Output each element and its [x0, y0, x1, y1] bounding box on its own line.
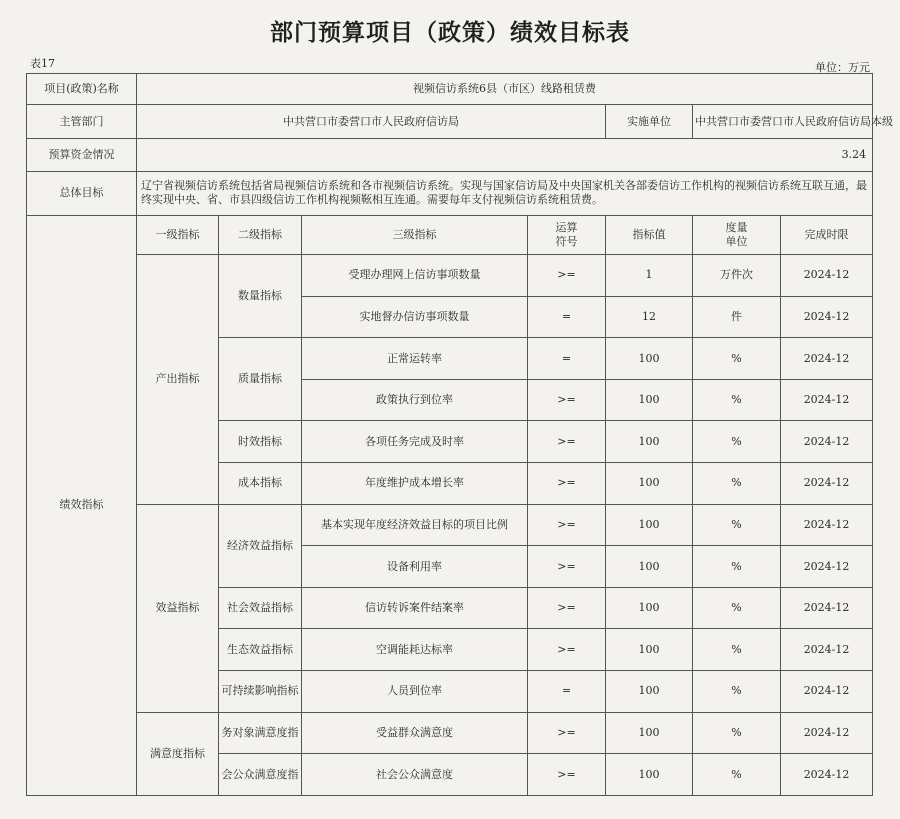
unit-cell: %	[693, 587, 781, 629]
deadline-cell: 2024-12	[781, 421, 873, 463]
target-value-cell: 1	[606, 254, 693, 296]
level3-indicator: 人员到位率	[302, 671, 528, 713]
perf-header-row	[27, 215, 873, 254]
level2-indicator: 数量指标	[219, 254, 302, 337]
level2-indicator: 时效指标	[219, 421, 302, 463]
unit-cell: %	[693, 421, 781, 463]
deadline-cell: 2024-12	[781, 296, 873, 338]
unit-cell: 件	[693, 296, 781, 338]
col-level2: 二级指标	[219, 215, 302, 254]
unit-cell: %	[693, 338, 781, 380]
level2-indicator: 成本指标	[219, 462, 302, 504]
indicator-row	[27, 254, 873, 296]
operator-cell: >=	[528, 712, 606, 754]
deadline-cell: 2024-12	[781, 712, 873, 754]
table-number: 表17	[30, 57, 55, 70]
level3-indicator: 正常运转率	[302, 338, 528, 380]
deadline-cell: 2024-12	[781, 338, 873, 380]
goal-label: 总体目标	[27, 171, 137, 215]
dept-label: 主管部门	[27, 105, 137, 139]
unit-cell: %	[693, 629, 781, 671]
deadline-cell: 2024-12	[781, 587, 873, 629]
department-row	[27, 105, 873, 139]
indicator-row	[27, 504, 873, 546]
budget-value: 3.24	[137, 139, 873, 171]
level2-indicator: 社会效益指标	[219, 587, 302, 629]
level3-indicator: 政策执行到位率	[302, 379, 528, 421]
operator-cell: >=	[528, 629, 606, 671]
target-value-cell: 100	[606, 671, 693, 713]
level1-indicator: 效益指标	[137, 504, 219, 712]
unit-label: 单位：万元	[815, 61, 870, 74]
unit-cell: %	[693, 462, 781, 504]
deadline-cell: 2024-12	[781, 546, 873, 588]
deadline-cell: 2024-12	[781, 629, 873, 671]
indicator-row	[27, 712, 873, 754]
level3-indicator: 受理办理网上信访事项数量	[302, 254, 528, 296]
operator-cell: >=	[528, 587, 606, 629]
operator-cell: =	[528, 338, 606, 380]
level2-indicator: 质量指标	[219, 338, 302, 421]
target-value-cell: 100	[606, 587, 693, 629]
col-unit: 度量 单位	[693, 215, 781, 254]
deadline-cell: 2024-12	[781, 254, 873, 296]
level3-indicator: 基本实现年度经济效益目标的项目比例	[302, 504, 528, 546]
target-value-cell: 100	[606, 504, 693, 546]
target-value-cell: 100	[606, 754, 693, 796]
deadline-cell: 2024-12	[781, 504, 873, 546]
operator-cell: >=	[528, 421, 606, 463]
col-level1: 一级指标	[137, 215, 219, 254]
col-value: 指标值	[606, 215, 693, 254]
budget-label: 预算资金情况	[27, 139, 137, 171]
col-deadline: 完成时限	[781, 215, 873, 254]
level2-indicator: 可持续影响指标	[219, 671, 302, 713]
unit-cell: %	[693, 546, 781, 588]
level1-indicator: 满意度指标	[137, 712, 219, 795]
operator-cell: >=	[528, 546, 606, 588]
level2-indicator: 生态效益指标	[219, 629, 302, 671]
target-value-cell: 100	[606, 712, 693, 754]
dept-value: 中共营口市委营口市人民政府信访局	[137, 105, 606, 139]
perf-label: 绩效指标	[27, 215, 137, 795]
page-title: 部门预算项目（政策）绩效目标表	[270, 19, 630, 46]
level3-indicator: 设备利用率	[302, 546, 528, 588]
unit-cell: %	[693, 754, 781, 796]
operator-cell: >=	[528, 754, 606, 796]
deadline-cell: 2024-12	[781, 754, 873, 796]
level3-indicator: 社会公众满意度	[302, 754, 528, 796]
operator-cell: =	[528, 296, 606, 338]
unit-cell: %	[693, 712, 781, 754]
level3-indicator: 实地督办信访事项数量	[302, 296, 528, 338]
goal-text: 辽宁省视频信访系统包括省局视频信访系统和各市视频信访系统。实现与国家信访局及中央国家机关各部委信访工作机构的视频信访系统互联互通，最终实现中央、省、市县四级信访工作机构视频䩘相互连通。需要每年支付视频信访系统租赁费。	[137, 171, 873, 215]
project-name-value: 视频信访系统6县（市区）线路租赁费	[137, 74, 873, 105]
operator-cell: =	[528, 671, 606, 713]
performance-table	[26, 73, 893, 796]
target-value-cell: 12	[606, 296, 693, 338]
operator-cell: >=	[528, 504, 606, 546]
project-name-label: 项目(政策)名称	[27, 74, 137, 105]
level2-indicator: 会公众满意度指	[219, 754, 302, 796]
deadline-cell: 2024-12	[781, 462, 873, 504]
unit-cell: 万件次	[693, 254, 781, 296]
target-value-cell: 100	[606, 338, 693, 380]
deadline-cell: 2024-12	[781, 671, 873, 713]
goal-row	[27, 171, 873, 215]
col-level3: 三级指标	[302, 215, 528, 254]
level3-indicator: 信访转诉案件结案率	[302, 587, 528, 629]
level3-indicator: 受益群众满意度	[302, 712, 528, 754]
level2-indicator: 务对象满意度指	[219, 712, 302, 754]
col-operator: 运算 符号	[528, 215, 606, 254]
project-name-row	[27, 74, 873, 105]
unit-cell: %	[693, 504, 781, 546]
level3-indicator: 空调能耗达标率	[302, 629, 528, 671]
target-value-cell: 100	[606, 629, 693, 671]
unit-cell: %	[693, 671, 781, 713]
target-value-cell: 100	[606, 421, 693, 463]
level3-indicator: 年度维护成本增长率	[302, 462, 528, 504]
budget-row	[27, 139, 873, 171]
impl-value: 中共营口市委营口市人民政府信访局本级	[693, 105, 873, 139]
target-value-cell: 100	[606, 379, 693, 421]
target-value-cell: 100	[606, 546, 693, 588]
operator-cell: >=	[528, 254, 606, 296]
level2-indicator: 经济效益指标	[219, 504, 302, 587]
target-value-cell: 100	[606, 462, 693, 504]
level3-indicator: 各项任务完成及时率	[302, 421, 528, 463]
impl-label: 实施单位	[606, 105, 693, 139]
operator-cell: >=	[528, 462, 606, 504]
level1-indicator: 产出指标	[137, 254, 219, 504]
operator-cell: >=	[528, 379, 606, 421]
deadline-cell: 2024-12	[781, 379, 873, 421]
unit-cell: %	[693, 379, 781, 421]
